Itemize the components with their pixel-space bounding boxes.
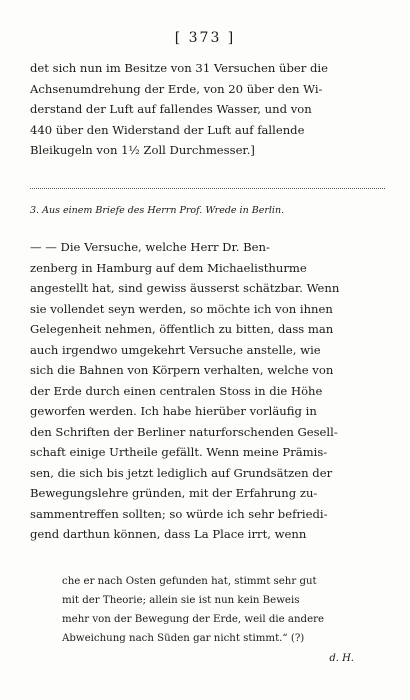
text-line: Gelegenheit nehmen, öffentlich zu bitten, dass man	[30, 322, 334, 336]
page-number: [ 373 ]	[174, 30, 236, 46]
text-line: der Erde durch einen centralen Stoss in die Höhe	[30, 383, 323, 398]
text-line: derstand der Luft auf fallendes Wasser, und von	[30, 102, 312, 116]
text-line: det sich nun im Besitze von 31 Versuchen über die	[30, 61, 328, 75]
text-line: angestellt hat, sind gewiss äusserst schätzbar. Wenn	[30, 281, 340, 295]
text-line: Achsenumdrehung der Erde, von 20 über den Wi-	[30, 81, 323, 96]
paragraph-continuation	[30, 58, 385, 161]
text-line: gend darthun können, dass La Place irrt, wenn	[30, 527, 307, 541]
text-line: 440 über den Widerstand der Luft auf fallende	[30, 122, 305, 137]
signature: d. H.	[329, 653, 354, 664]
footnote-line: Abweichung nach Süden gar nicht stimmt.“ (?)	[62, 633, 305, 644]
text-line: — — Die Versuche, welche Herr Dr. Ben-	[30, 240, 270, 254]
text-line: sen, die sich bis jetzt lediglich auf Grundsätzen der	[30, 465, 333, 480]
text-line: den Schriften der Berliner naturforschenden Gesell-	[30, 424, 338, 439]
section-heading: 3. Aus einem Briefe des Herrn Prof. Wrede in Berlin.	[30, 205, 285, 216]
text-line: sie vollendet seyn werden, so möchte ich von ihnen	[30, 301, 333, 316]
text-line: schaft einige Urtheile gefällt. Wenn meine Prämis-	[30, 445, 328, 459]
text-line: geworfen werden. Ich habe hierüber vorläufig in	[30, 404, 317, 418]
text-line: Bewegungslehre gründen, mit der Erfahrung zu-	[30, 486, 318, 500]
footnote-line: mehr von der Bewegung der Erde, weil die andere	[62, 614, 324, 625]
footnote-line: mit der Theorie; allein sie ist nun kein Beweis	[62, 595, 300, 606]
text-line: zenberg in Hamburg auf dem Michaelisthurme	[30, 260, 307, 275]
text-line: sammentreffen sollten; so würde ich sehr befriedi-	[30, 506, 328, 521]
section-divider	[30, 188, 385, 190]
text-line: Bleikugeln von 1½ Zoll Durchmesser.]	[30, 143, 255, 157]
text-line: auch irgendwo umgekehrt Versuche anstelle, wie	[30, 342, 321, 357]
footnote	[62, 572, 384, 664]
footnote-line: che er nach Osten gefunden hat, stimmt sehr gut	[62, 576, 317, 587]
text-line: sich die Bahnen von Körpern verhalten, welche von	[30, 363, 334, 377]
letter-paragraph	[30, 237, 385, 545]
